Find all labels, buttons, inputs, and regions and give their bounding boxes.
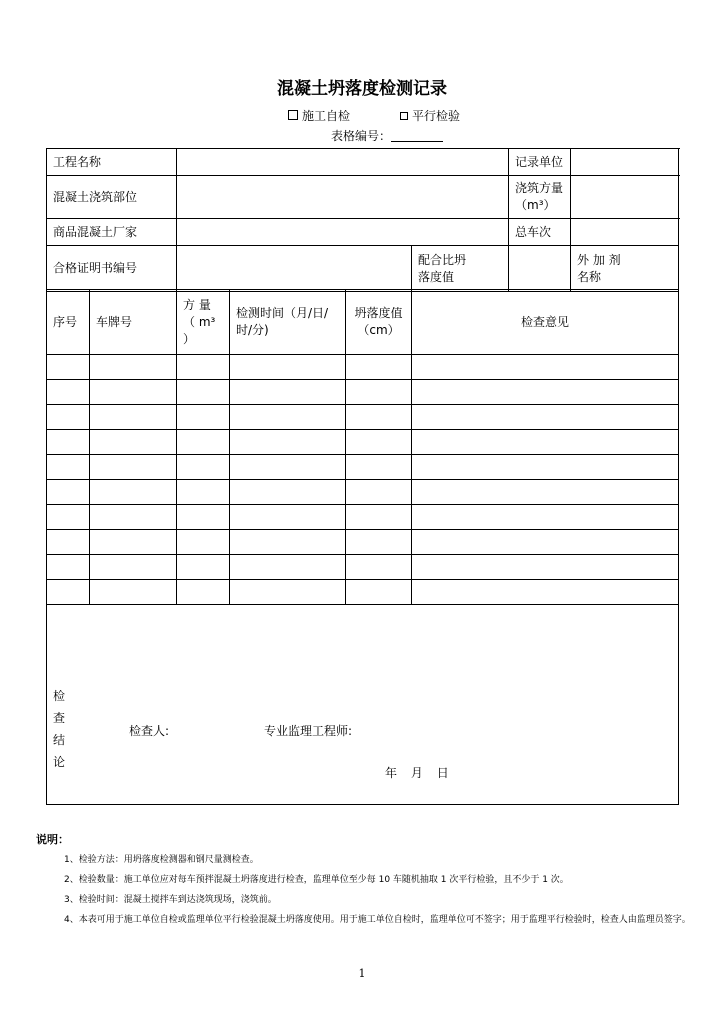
cell[interactable]: [177, 480, 230, 505]
col-volume-line2: （ m³: [183, 314, 216, 329]
cell[interactable]: [177, 580, 230, 605]
cell[interactable]: [47, 530, 90, 555]
cell[interactable]: [47, 405, 90, 430]
notes-section: [36, 830, 692, 930]
mix-slump-line2: 落度值: [418, 269, 455, 284]
table-row: [47, 580, 679, 605]
cell[interactable]: [230, 480, 346, 505]
cell[interactable]: [177, 355, 230, 380]
col-time-line1: 检测时间（月/日/: [236, 306, 329, 320]
table-row: [47, 355, 679, 380]
note-item: 1、检验方法：用坍落度检测器和钢尺量测检查。: [64, 855, 259, 865]
note-item: 2、检验数量：施工单位应对每车预拌混凝土坍落度进行检查，监理单位至少每 10 车随机抽取 1 次平行检验，且不少于 1 次。: [64, 875, 569, 885]
pour-volume-field[interactable]: [571, 176, 679, 219]
cell[interactable]: [177, 380, 230, 405]
cell[interactable]: [90, 505, 177, 530]
date-line: [385, 765, 459, 782]
form-serial-field[interactable]: [391, 129, 443, 142]
col-seq: 序号: [47, 290, 90, 355]
record-unit-label: 记录单位: [509, 149, 571, 176]
total-trucks-field[interactable]: [571, 219, 679, 246]
cell[interactable]: [47, 380, 90, 405]
cell[interactable]: [90, 380, 177, 405]
admixture-label: [571, 246, 679, 292]
cell[interactable]: [412, 480, 679, 505]
cell[interactable]: [90, 430, 177, 455]
project-name-label: 工程名称: [47, 149, 177, 176]
cell[interactable]: [230, 455, 346, 480]
certificate-no-field[interactable]: [177, 246, 412, 292]
col-slump-line2: （cm）: [357, 323, 400, 337]
form-serial-label: 表格编号：: [331, 129, 392, 143]
inspector-signature[interactable]: 检查人:: [129, 724, 170, 738]
verdict-label-line1: 检查: [53, 689, 66, 725]
table-row: [47, 530, 679, 555]
cell[interactable]: [230, 530, 346, 555]
col-slump: [346, 290, 412, 355]
col-slump-line1: 坍落度值: [354, 306, 403, 320]
verdict-label-line2: 结论: [53, 733, 66, 769]
notes-heading: 说明：: [36, 833, 69, 846]
cell[interactable]: [346, 380, 412, 405]
cell[interactable]: [412, 405, 679, 430]
form-serial: [331, 127, 443, 144]
cell[interactable]: [412, 455, 679, 480]
cell[interactable]: [47, 480, 90, 505]
cell[interactable]: [177, 505, 230, 530]
supervisor-signature[interactable]: 专业监理工程师:: [264, 724, 353, 738]
certificate-no-label: 合格证明书编号: [47, 246, 177, 292]
note-item: 3、检验时间：混凝土搅拌车到达浇筑现场，浇筑前。: [64, 895, 277, 905]
cell[interactable]: [346, 580, 412, 605]
table-row: [47, 430, 679, 455]
self-check-checkbox[interactable]: [288, 110, 298, 120]
cell[interactable]: [177, 405, 230, 430]
cell[interactable]: [412, 355, 679, 380]
pour-location-label: 混凝土浇筑部位: [47, 176, 177, 219]
mix-slump-label: [412, 246, 509, 292]
cell[interactable]: [346, 405, 412, 430]
admixture-line1: 外 加 剂: [577, 252, 621, 267]
manufacturer-field[interactable]: [177, 219, 509, 246]
parallel-check-option[interactable]: [400, 107, 460, 124]
cell[interactable]: [90, 355, 177, 380]
cell[interactable]: [346, 530, 412, 555]
project-name-field[interactable]: [177, 149, 509, 176]
cell[interactable]: [230, 355, 346, 380]
cell[interactable]: [47, 455, 90, 480]
date-year: 年: [385, 766, 398, 780]
date-month: 月: [410, 766, 423, 780]
date-day: 日: [436, 766, 449, 780]
admixture-line2: 名称: [577, 269, 602, 284]
verdict-section: [47, 605, 679, 805]
cell[interactable]: [177, 555, 230, 580]
pour-location-field[interactable]: [177, 176, 509, 219]
cell[interactable]: [412, 530, 679, 555]
table-row: [47, 555, 679, 580]
cell[interactable]: [90, 530, 177, 555]
cell[interactable]: [47, 355, 90, 380]
truck-detail-table: [46, 289, 679, 805]
col-plate: 车牌号: [90, 290, 177, 355]
cell[interactable]: [346, 505, 412, 530]
col-volume-line1: 方 量: [183, 297, 211, 312]
cell[interactable]: [47, 580, 90, 605]
cell[interactable]: [346, 355, 412, 380]
total-trucks-label: 总车次: [509, 219, 571, 246]
self-check-option[interactable]: [288, 107, 350, 124]
table-row: [47, 405, 679, 430]
col-volume: [177, 290, 230, 355]
verdict-label: [53, 685, 69, 773]
table-row: [47, 480, 679, 505]
page-number: 1: [358, 967, 366, 980]
pour-volume-line2: （m³）: [515, 198, 556, 212]
cell[interactable]: [90, 405, 177, 430]
cell[interactable]: [230, 380, 346, 405]
cell[interactable]: [47, 430, 90, 455]
manufacturer-label: 商品混凝土厂家: [47, 219, 177, 246]
table-row: [47, 380, 679, 405]
cell[interactable]: [177, 455, 230, 480]
pour-volume-line1: 浇筑方量: [515, 181, 564, 195]
parallel-check-label: 平行检验: [412, 109, 461, 123]
note-item: 4、本表可用于施工单位自检或监理单位平行检验混凝土坍落度使用。用于施工单位自检时，监理单位可不签字；用于监理平行检验时，检查人由监理员签字。: [64, 915, 691, 925]
cell[interactable]: [90, 580, 177, 605]
mix-slump-line1: 配合比坍: [418, 252, 467, 267]
cell[interactable]: [346, 430, 412, 455]
cell[interactable]: [90, 480, 177, 505]
cell[interactable]: [412, 580, 679, 605]
slump-record-table: [46, 148, 679, 292]
self-check-label: 施工自检: [302, 109, 351, 123]
col-opinion: 检查意见: [412, 290, 679, 355]
cell[interactable]: [90, 455, 177, 480]
table-row: [47, 505, 679, 530]
pour-volume-label: [509, 176, 571, 219]
cell[interactable]: [346, 455, 412, 480]
cell[interactable]: [47, 505, 90, 530]
cell[interactable]: [230, 555, 346, 580]
cell[interactable]: [230, 430, 346, 455]
cell[interactable]: [412, 380, 679, 405]
mix-slump-field[interactable]: [509, 246, 571, 292]
cell[interactable]: [412, 555, 679, 580]
cell[interactable]: [90, 555, 177, 580]
col-volume-line3: ）: [183, 331, 196, 346]
cell[interactable]: [230, 405, 346, 430]
cell[interactable]: [47, 555, 90, 580]
cell[interactable]: [346, 555, 412, 580]
table-row: [47, 455, 679, 480]
cell[interactable]: [412, 430, 679, 455]
record-unit-field[interactable]: [571, 149, 679, 176]
col-time: [230, 290, 346, 355]
parallel-check-checkbox[interactable]: [400, 112, 408, 120]
col-time-line2: 时/分): [236, 323, 269, 337]
cell[interactable]: [230, 580, 346, 605]
cell[interactable]: [177, 530, 230, 555]
cell[interactable]: [177, 430, 230, 455]
cell[interactable]: [412, 505, 679, 530]
cell[interactable]: [230, 505, 346, 530]
page-title: 混凝土坍落度检测记录: [277, 79, 447, 99]
cell[interactable]: [346, 480, 412, 505]
